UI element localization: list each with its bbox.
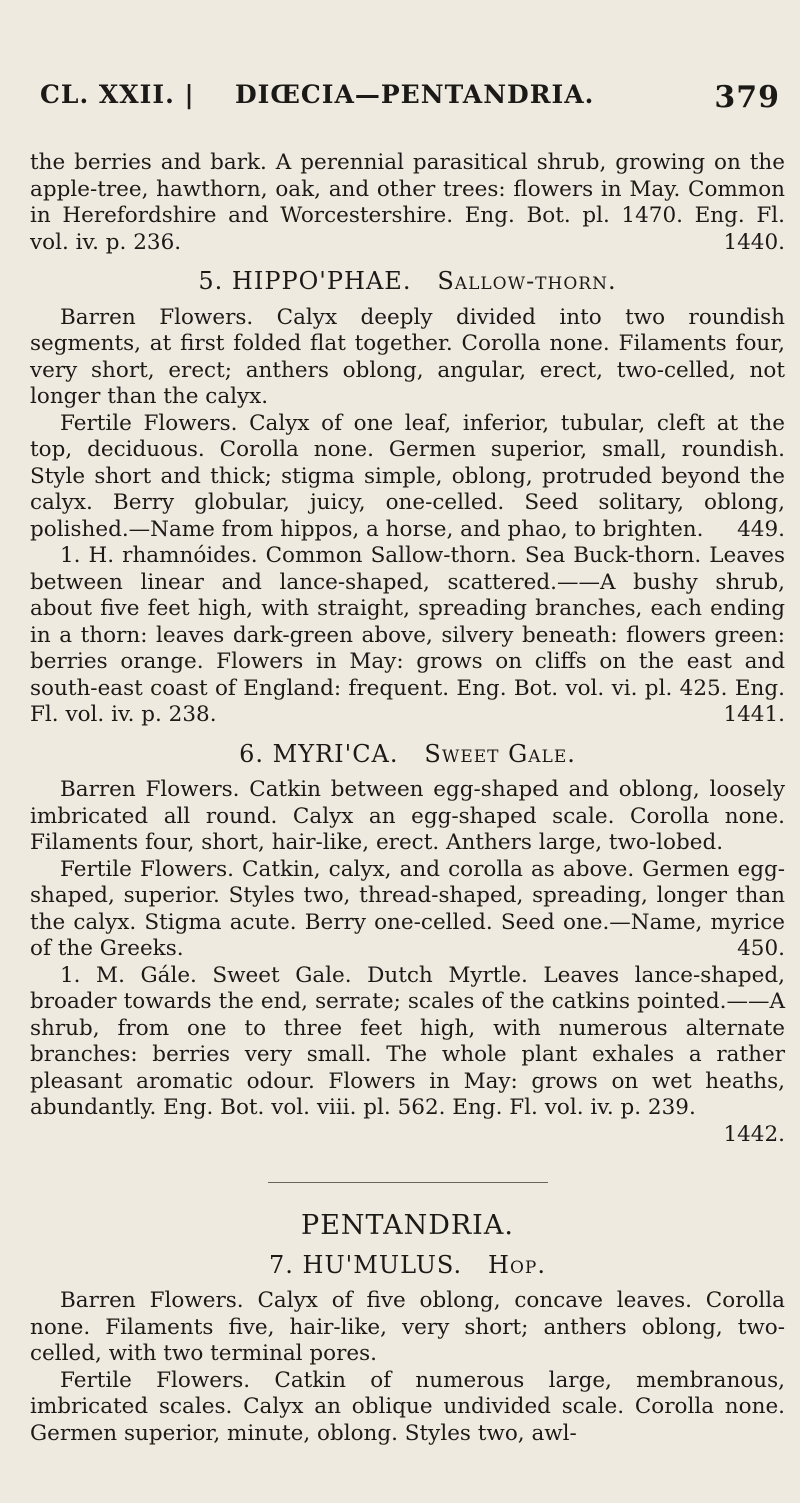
continued-paragraph <box>30 150 785 256</box>
genus-name: 6. MYRI'CA. <box>239 739 399 768</box>
paragraph-text: 1. M. Gále. Sweet Gale. Dutch Myrtle. Leaves lance-shaped, broader towards the end, serrate; scales of the catkins pointed.——A shrub, from one to three feet high, with numerous alternate branches: berries very small. The whole plant exhales a rather pleasant aromatic odour. Flowers in May: grows on wet heaths, abundantly. Eng. Bot. vol. viii. pl. 562. Eng. Fl. vol. iv. p. 239. <box>30 962 785 1120</box>
genus-name: 7. HU'MULUS. <box>269 1250 463 1279</box>
paragraph-text: 1. H. rhamnóides. Common Sallow-thorn. Sea Buck-thorn. Leaves between linear and lance-shaped, scattered.——A bushy shrub, about five feet high, with straight, spreading branches, each ending in a thorn: leaves dark-green above, silvery beneath: flowers green: berries orange. Flowers in May: grows on cliffs on the east and south-east coast of England: frequent. Eng. Bot. vol. vi. pl. 425. Eng. Fl. vol. iv. p. 238. <box>30 543 785 727</box>
section-divider <box>268 1182 548 1183</box>
genus-heading-humulus <box>30 1252 785 1279</box>
species-paragraph <box>30 543 785 729</box>
genus-common-name: Hop. <box>488 1250 546 1279</box>
class-label: CL. XXII. | <box>40 80 195 109</box>
genus-common-name: Sweet Gale. <box>424 739 576 768</box>
paragraph-text: Fertile Flowers. Catkin, calyx, and corolla as above. Germen egg-shaped, superior. Styles two, thread-shaped, spreading, longer than the calyx. Stigma acute. Berry one-celled. Seed one.—Name, myrice of the Greeks. <box>30 856 785 961</box>
genus-heading-hippophae <box>30 268 785 295</box>
fertile-flowers-paragraph: Fertile Flowers. Catkin of numerous large, membranous, imbricated scales. Calyx an oblique undivided scale. Corolla none. Germen superior, minute, oblong. Styles two, awl- <box>30 1367 785 1446</box>
genus-name: 5. HIPPO'PHAE. <box>198 267 412 295</box>
page-number: 379 <box>714 80 780 115</box>
fertile-flowers-paragraph <box>30 857 785 963</box>
genus-common-name: Sallow-thorn. <box>437 267 617 295</box>
barren-flowers-paragraph: Barren Flowers. Calyx deeply divided into two roundish segments, at first folded flat together. Corolla none. Filaments four, very short, erect; anthers oblong, angular, erect, two-celled, not longer than the calyx. <box>30 304 785 409</box>
paragraph-text: the berries and bark. A perennial parasitical shrub, growing on the apple-tree, hawthorn, oak, and other trees: flowers in May. Common in Herefordshire and Worcestershire. Eng. Bot. pl. 1470. Eng. Fl. vol. iv. p. 236. <box>30 150 785 255</box>
barren-flowers-paragraph: Barren Flowers. Catkin between egg-shaped and oblong, loosely imbricated all round. Calyx an egg-shaped scale. Corolla none. Filaments four, short, hair-like, erect. Anthers large, two-lobed. <box>30 777 785 855</box>
fertile-flowers-paragraph <box>30 411 785 544</box>
genus-heading-myrica <box>30 741 785 768</box>
paragraph-text: Fertile Flowers. Calyx of one leaf, inferior, tubular, cleft at the top, deciduous. Corolla none. Germen superior, small, roundish. Style short and thick; stigma simple, oblong, protruded beyond the calyx. Berry globular, juicy, one-celled. Seed solitary, oblong, polished.—Name from hippos, a horse, and phao, to brighten. <box>30 410 785 542</box>
genus-number: 449. <box>737 516 785 542</box>
species-number: 1442. <box>723 1121 785 1147</box>
genus-number: 450. <box>737 936 785 961</box>
barren-flowers-paragraph: Barren Flowers. Calyx of five oblong, concave leaves. Corolla none. Filaments five, hair-like, very short; anthers oblong, two-celled, with two terminal pores. <box>30 1288 785 1366</box>
header-title: DIŒCIA—PENTANDRIA. <box>235 80 595 109</box>
species-number: 1440. <box>723 229 785 255</box>
species-paragraph <box>30 963 785 1149</box>
order-heading: PENTANDRIA. <box>301 1210 514 1241</box>
running-header <box>40 80 780 120</box>
page-body <box>30 150 785 1447</box>
species-number: 1441. <box>723 702 785 727</box>
